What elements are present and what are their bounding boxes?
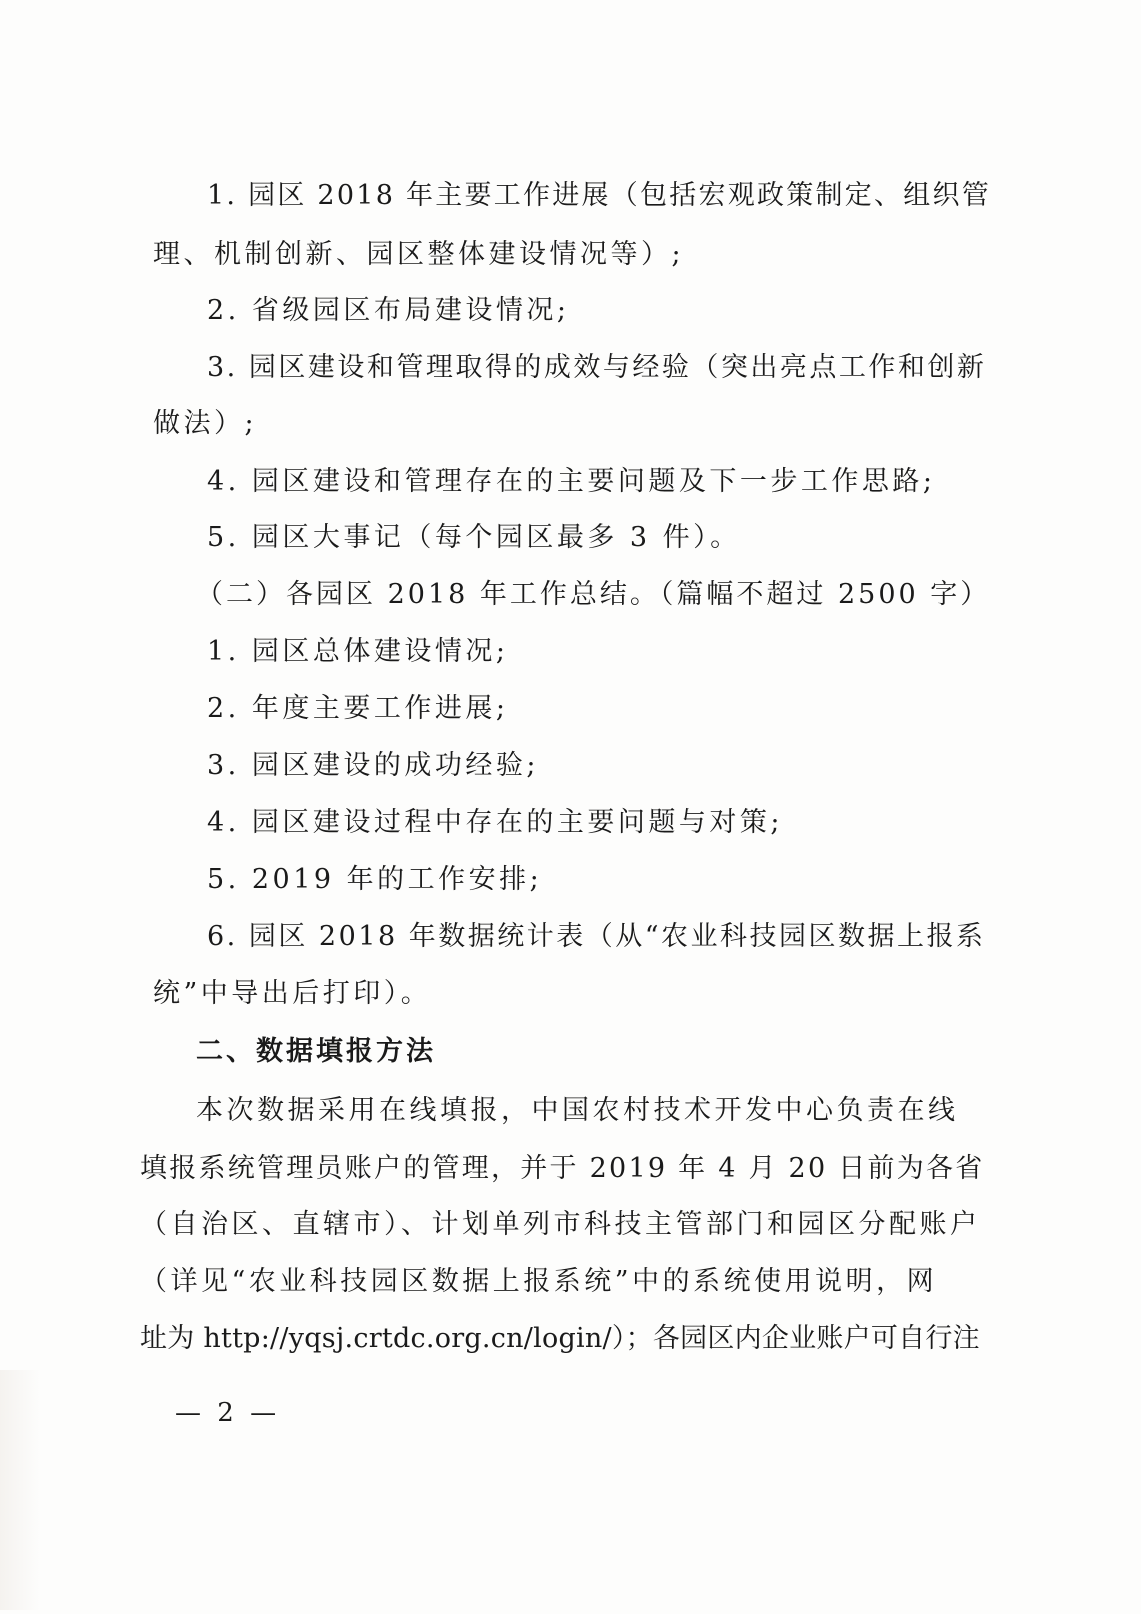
text-line-14: 6. 园区 2018 年数据统计表（从“农业科技园区数据上报系: [207, 921, 986, 952]
text-line-17: 本次数据采用在线填报，中国农村技术开发中心负责在线: [196, 1095, 959, 1126]
text-line-15: 统”中导出后打印）。: [153, 978, 432, 1009]
text-line-10: 2. 年度主要工作进展;: [207, 693, 509, 724]
section-heading: 二、数据填报方法: [196, 1036, 436, 1067]
text-line-21: 址为 http://yqsj.crtdc.org.cn/login/）；各园区内企业账户可自行注: [140, 1323, 980, 1354]
text-line-1: 1. 园区 2018 年主要工作进展（包括宏观政策制定、组织管: [207, 180, 991, 211]
text-line-5: 做法）;: [153, 408, 258, 439]
text-line-7: 5. 园区大事记（每个园区最多 3 件）。: [207, 522, 741, 553]
scan-shadow: [0, 1370, 40, 1610]
text-line-3: 2. 省级园区布局建设情况;: [207, 295, 570, 326]
section-subheading: （二）各园区 2018 年工作总结。（篇幅不超过 2500 字）: [196, 579, 991, 610]
text-line-9: 1. 园区总体建设情况;: [207, 636, 509, 667]
text-line-6: 4. 园区建设和管理存在的主要问题及下一步工作思路;: [207, 466, 936, 497]
text-line-19: （自治区、直辖市）、计划单列市科技主管部门和园区分配账户: [140, 1209, 981, 1240]
text-line-12: 4. 园区建设过程中存在的主要问题与对策;: [207, 807, 783, 838]
text-line-13: 5. 2019 年的工作安排;: [207, 864, 543, 895]
text-line-20: （详见“农业科技园区数据上报系统”中的系统使用说明，网: [140, 1266, 938, 1297]
text-line-4: 3. 园区建设和管理取得的成效与经验（突出亮点工作和创新: [207, 352, 987, 383]
text-line-11: 3. 园区建设的成功经验;: [207, 750, 539, 781]
page-number: — 2 —: [175, 1398, 281, 1428]
text-line-18: 填报系统管理员账户的管理，并于 2019 年 4 月 20 日前为各省: [140, 1153, 985, 1184]
text-line-2: 理、机制创新、园区整体建设情况等）;: [153, 239, 685, 270]
